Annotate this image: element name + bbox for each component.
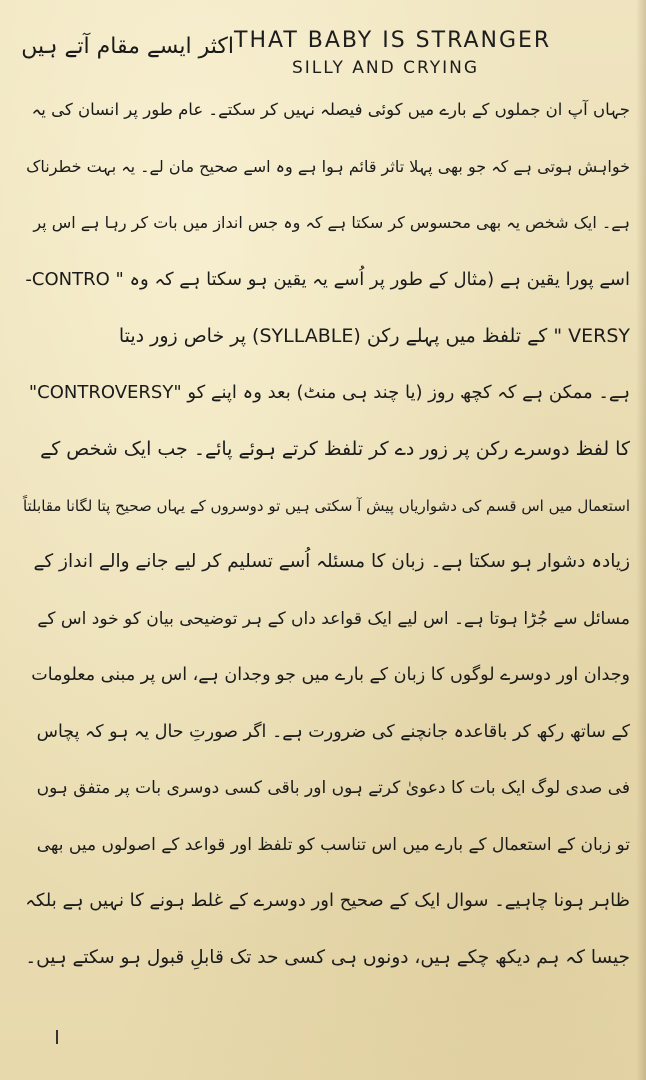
header-urdu-phrase: اکثر ایسے مقام آتے ہیں bbox=[21, 34, 234, 59]
text-line-6: ہے۔ ممکن ہے کہ کچھ روز (یا چند ہی منٹ) بعد وہ اپنے کو "CONTROVERSY" bbox=[28, 381, 630, 403]
text-line-7: کا لفظ دوسرے رکن پر زور دے کر تلفظ کرتے ہوئے پائے۔ جب ایک شخص کے bbox=[40, 438, 630, 460]
title-line-1: THAT BABY IS STRANGER bbox=[234, 28, 552, 53]
text-line-11: وجدان اور دوسرے لوگوں کا زبان کے بارے میں جو وجدان ہے، اس پر مبنی معلومات bbox=[31, 665, 630, 685]
text-line-3: ہے۔ ایک شخص یہ بھی محسوس کر سکتا ہے کہ وہ جس انداز میں بات کر رہا ہے اس پر bbox=[33, 213, 630, 232]
title-line-2: SILLY AND CRYING bbox=[292, 58, 480, 78]
text-line-16: جیسا کہ ہم دیکھ چکے ہیں، دونوں ہی کسی حد تک قابلِ قبول ہو سکتے ہیں۔ bbox=[25, 946, 630, 968]
text-line-10: مسائل سے جُڑا ہوتا ہے۔ اس لیے ایک قواعد داں کے ہر توضیحی بیان کو خود اس کے bbox=[37, 608, 630, 629]
page-edge-shadow bbox=[636, 0, 646, 1080]
text-line-2: خواہش ہوتی ہے کہ جو بھی پہلا تاثر قائم ہوا ہے وہ اسے صحیح مان لے۔ یہ بہت خطرناک bbox=[26, 156, 630, 176]
urdu-body-text bbox=[22, 82, 630, 986]
text-line-14: تو زبان کے استعمال کے بارے میں اس تناسب کو تلفظ اور قواعد کے اصولوں میں بھی bbox=[36, 834, 630, 855]
text-line-4: اسے پورا یقین ہے (مثال کے طور پر اُسے یہ یقین ہو سکتا ہے کہ وہ " CONTRO- bbox=[25, 268, 630, 290]
text-line-5: VERSY " کے تلفظ میں پہلے رکن (SYLLABLE) پر خاص زور دیتا bbox=[118, 325, 630, 347]
text-line-13: فی صدی لوگ ایک بات کا دعویٰ کرتے ہوں اور باقی کسی دوسری بات پر متفق ہوں bbox=[36, 778, 630, 798]
pen-mark bbox=[56, 1030, 58, 1044]
text-line-8: استعمال میں اس قسم کی دشواریاں پیش آ سکتی ہیں تو دوسروں کے یہاں صحیح پتا لگانا مقابلتاً bbox=[22, 496, 630, 515]
text-line-15: ظاہر ہونا چاہیے۔ سوال ایک کے صحیح اور دوسرے کے غلط ہونے کا نہیں ہے بلکہ bbox=[25, 890, 630, 911]
text-line-12: کے ساتھ رکھ کر باقاعدہ جانچنے کی ضرورت ہے۔ اگر صورتِ حال یہ ہو کہ پچاس bbox=[36, 721, 630, 742]
text-line-1: جہاں آپ ان جملوں کے بارے میں کوئی فیصلہ نہیں کر سکتے۔ عام طور پر انسان کی یہ bbox=[31, 100, 630, 119]
text-line-9: زیادہ دشوار ہو سکتا ہے۔ زبان کا مسئلہ اُسے تسلیم کر لیے جانے والے انداز کے bbox=[33, 551, 630, 572]
